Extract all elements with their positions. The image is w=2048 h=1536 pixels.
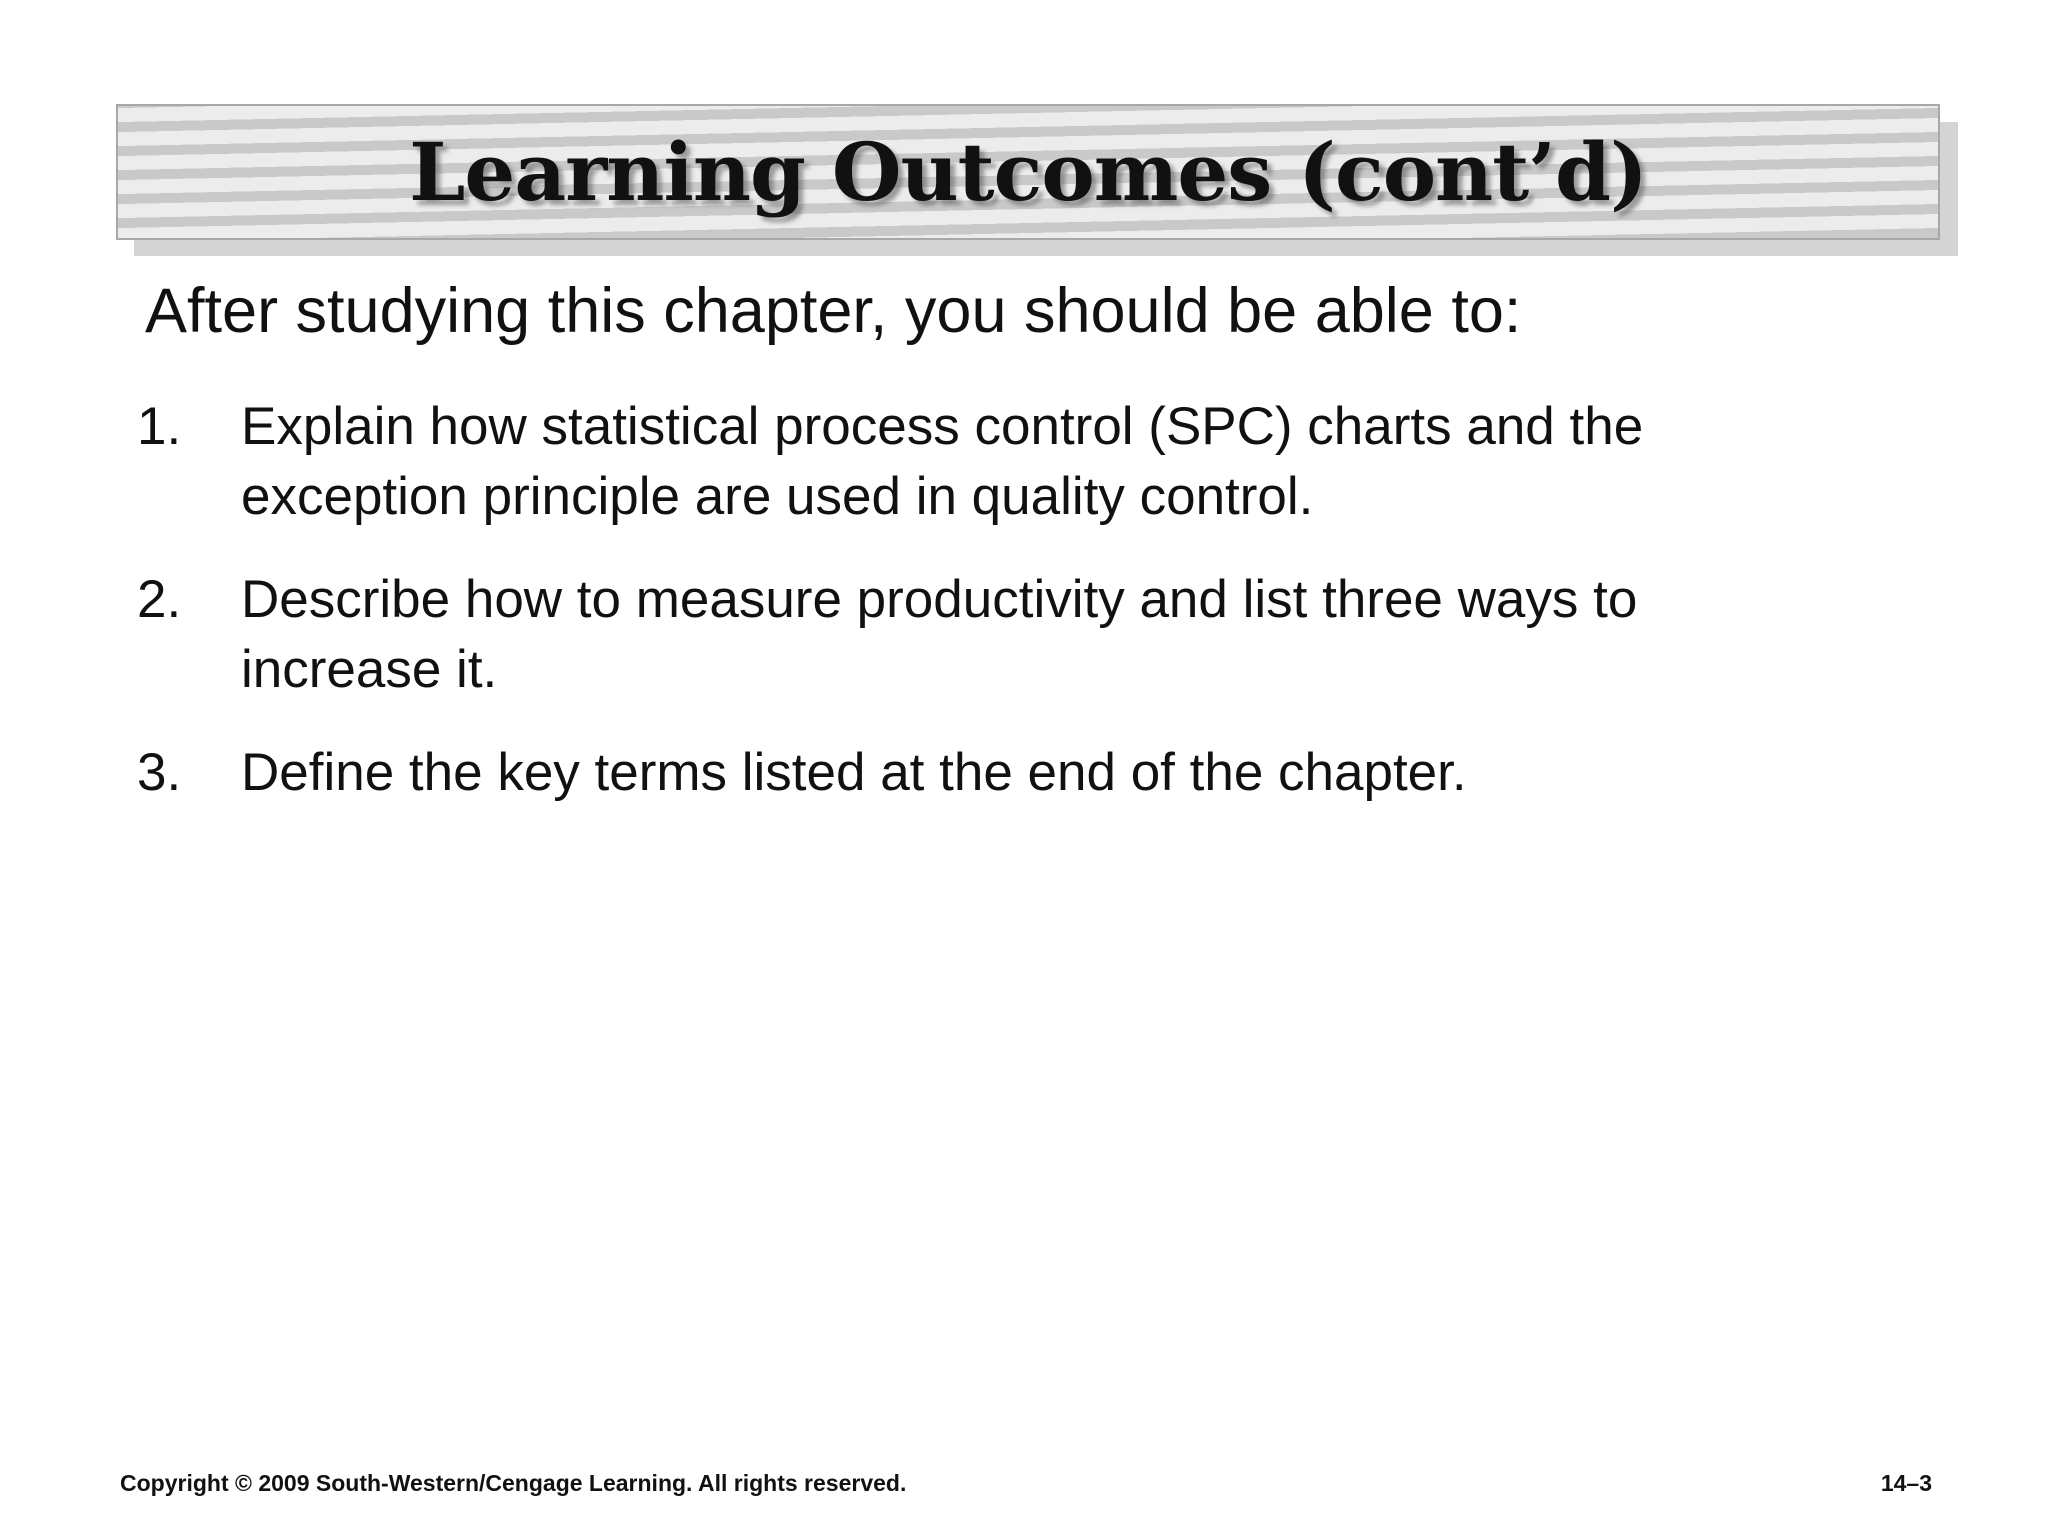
outcome-item	[137, 392, 1837, 532]
outcome-text: Describe how to measure productivity and list three ways to increase it.	[241, 570, 1638, 699]
outcome-item	[137, 738, 1837, 808]
title-banner	[116, 104, 1940, 240]
slide-title: Learning Outcomes (cont’d)	[409, 125, 1647, 219]
outcome-text: Explain how statistical process control (SPC) charts and the exception principle are used in quality control.	[241, 397, 1644, 526]
outcome-text: Define the key terms listed at the end of the chapter.	[241, 743, 1467, 802]
footer-copyright: Copyright © 2009 South-Western/Cengage Learning. All rights reserved.	[120, 1470, 907, 1496]
intro-text: After studying this chapter, you should be able to:	[145, 276, 1522, 346]
outcomes-list	[137, 392, 1837, 841]
outcome-number: 2.	[137, 570, 182, 629]
outcome-item	[137, 565, 1837, 705]
outcome-number: 1.	[137, 397, 182, 456]
slide-page-number: 14–3	[1880, 1470, 1932, 1496]
outcome-number: 3.	[137, 743, 182, 802]
